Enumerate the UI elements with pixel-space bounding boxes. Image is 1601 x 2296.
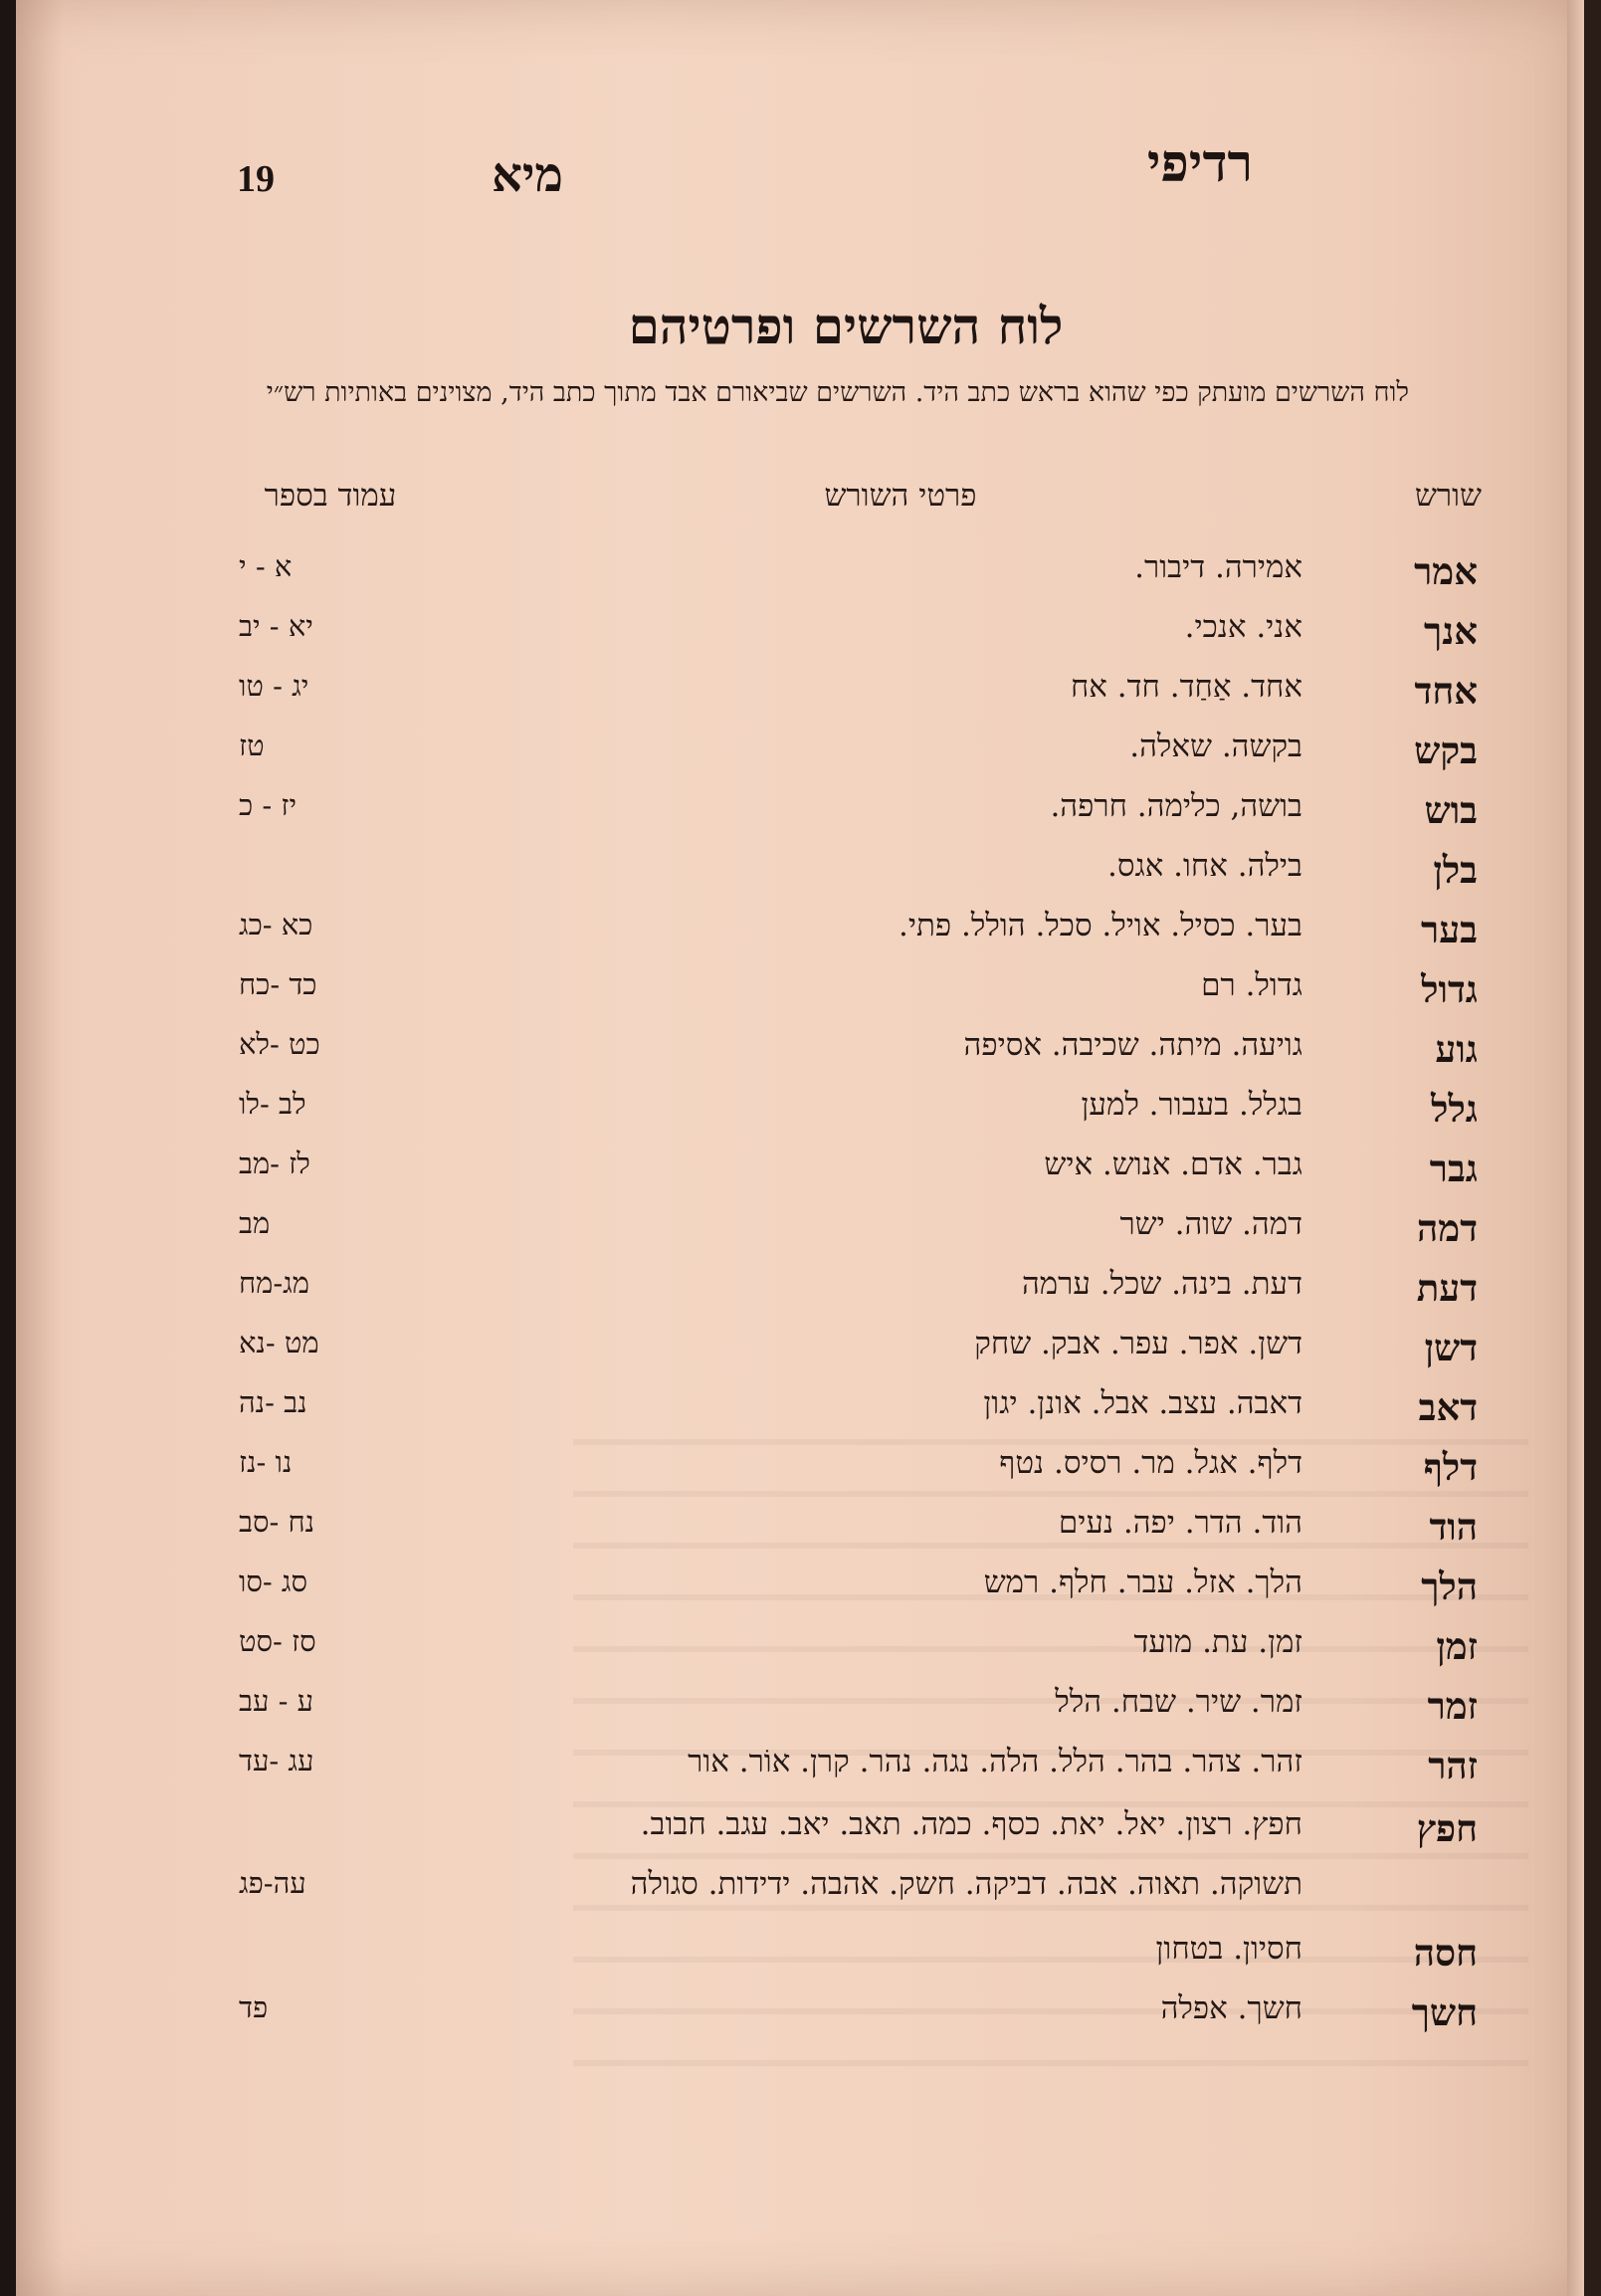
table-row-root: הלך (1421, 1565, 1478, 1608)
table-row-page: יג - טו (239, 669, 309, 703)
table-row-details: אחד. אַחַד. חד. אח (1070, 669, 1302, 705)
table-row-root: זמר (1427, 1684, 1478, 1728)
table-row-root: הוד (1429, 1505, 1478, 1549)
table-row-root: זהר (1428, 1744, 1478, 1787)
table-row-page: נח -סב (239, 1505, 315, 1539)
table-row-details: זמן. עת. מועד (1133, 1624, 1302, 1660)
table-row-page: פד (239, 1990, 269, 2024)
table-row-page: סז -סט (239, 1624, 316, 1658)
table-row-details: גבר. אדם. אנוש. איש (1044, 1147, 1302, 1182)
table-row-details: חשך. אפלה (1160, 1990, 1302, 2026)
running-header-center: מיא (492, 147, 563, 203)
table-row-page: מג-מח (239, 1266, 309, 1300)
table-row-page: נב -נה (239, 1385, 307, 1419)
table-row-details: הוד. הדר. יפה. נעים (1058, 1505, 1302, 1541)
table-row-page: סג -סו (239, 1565, 308, 1598)
page-edge (1567, 0, 1584, 2296)
table-row-details: אני. אנכי. (1184, 609, 1302, 645)
table-row-root: דעת (1416, 1266, 1478, 1310)
table-row-root: חשך (1411, 1990, 1478, 2034)
table-row-details: דאבה. עצב. אבל. אונן. יגון (983, 1385, 1302, 1421)
bleed-through-text (573, 1393, 1528, 2090)
table-row-details: גדול. רם (1201, 967, 1302, 1003)
table-row-root: דאב (1418, 1385, 1478, 1429)
table-row-details: דעת. בינה. שכל. ערמה (1021, 1266, 1302, 1302)
table-row-root: גדול (1421, 967, 1478, 1011)
table-row-page: עה-פג (239, 1866, 306, 1900)
table-row-page: לב -לו (239, 1087, 306, 1121)
table-row-root: בלן (1433, 848, 1478, 892)
table-row-page: כט -לא (239, 1027, 320, 1061)
table-row-root: אחד (1414, 669, 1478, 713)
page-number: 19 (237, 158, 275, 200)
column-header-details: פרטי השורש (824, 478, 977, 514)
table-row-root: בער (1421, 908, 1478, 951)
table-row-details: דלף. אגל. מר. רסיס. נטף (999, 1445, 1302, 1481)
table-row-root: בקש (1414, 729, 1478, 772)
table-row-page: מב (239, 1206, 271, 1240)
table-row-root: בוש (1424, 788, 1478, 832)
table-row-details: הלך. אזל. עבר. חלף. רמש (983, 1565, 1302, 1600)
table-row-root: אמר (1414, 549, 1478, 593)
table-row-root: אנך (1424, 609, 1478, 653)
table-row-page: יא - יב (239, 609, 313, 643)
table-row-page: ע - עב (239, 1684, 314, 1718)
running-header-title: רדיפי (1146, 133, 1253, 194)
table-row-details: גויעה. מיתה. שכיבה. אסיפה (963, 1027, 1302, 1063)
table-row-page: כא -כג (239, 908, 313, 941)
table-row-details: בקשה. שאלה. (1129, 729, 1302, 764)
table-title: לוח השרשים ופרטיהם (628, 297, 1064, 355)
table-row-page: מט -נא (239, 1326, 319, 1359)
table-row-page: נו -נז (239, 1445, 293, 1479)
table-row-details: בושה, כלימה. חרפה. (1050, 788, 1302, 824)
table-row-page: לז -מב (239, 1147, 310, 1180)
table-row-root: דשן (1424, 1326, 1478, 1369)
column-header-root: שורש (1414, 478, 1482, 514)
table-row-root: גוע (1435, 1027, 1478, 1071)
table-row-root: זמן (1436, 1624, 1478, 1668)
column-header-page: עמוד בספר (264, 478, 397, 514)
table-row-details: תשוקה. תאוה. אבה. דביקה. חשק. אהבה. ידידות. סגולה (630, 1866, 1302, 1902)
table-row-page: יז - כ (239, 788, 298, 822)
table-row-page: כד -כח (239, 967, 317, 1001)
table-row-details: דשן. אפר. עפר. אבק. שחק (974, 1326, 1302, 1361)
intro-paragraph: לוח השרשים מועתק כפי שהוא בראש כתב היד. השרשים שביאורם אבד מתוך כתב היד, מצוינים באותיות רש״י (266, 377, 1409, 408)
table-row-root: חסה (1413, 1931, 1478, 1975)
table-row-details: דמה. שוה. ישר (1119, 1206, 1302, 1242)
table-row-details: בער. כסיל. אויל. סכל. הולל. פתי. (898, 908, 1302, 943)
table-row-page: עג -עד (239, 1744, 314, 1777)
table-row-details: חסיון. בטחון (1155, 1931, 1302, 1967)
table-row-page: א - י (239, 549, 293, 583)
book-spine-shadow (0, 0, 16, 2296)
table-row-details: אמירה. דיבור. (1134, 549, 1302, 585)
table-row-details: בילה. אחו. אגס. (1106, 848, 1302, 884)
table-row-details: חפץ. רצון. יאל. יאת. כסף. כמה. תאב. יאב. עגב. חבוב. (640, 1806, 1302, 1842)
table-row-root: דלף (1423, 1445, 1478, 1489)
table-row-root: גבר (1429, 1147, 1478, 1190)
table-row-root: דמה (1416, 1206, 1478, 1250)
table-row-page: טז (239, 729, 265, 762)
table-row-root: חפץ (1416, 1806, 1478, 1850)
table-row-details: זמר. שיר. שבח. הלל (1055, 1684, 1302, 1720)
table-row-details: בגלל. בעבור. למען (1081, 1087, 1302, 1123)
table-row-root: גלל (1431, 1087, 1478, 1131)
table-row-details: זהר. צהר. בהר. הלל. הלה. נגה. נהר. קרן. אוֹר. אור (688, 1744, 1302, 1779)
